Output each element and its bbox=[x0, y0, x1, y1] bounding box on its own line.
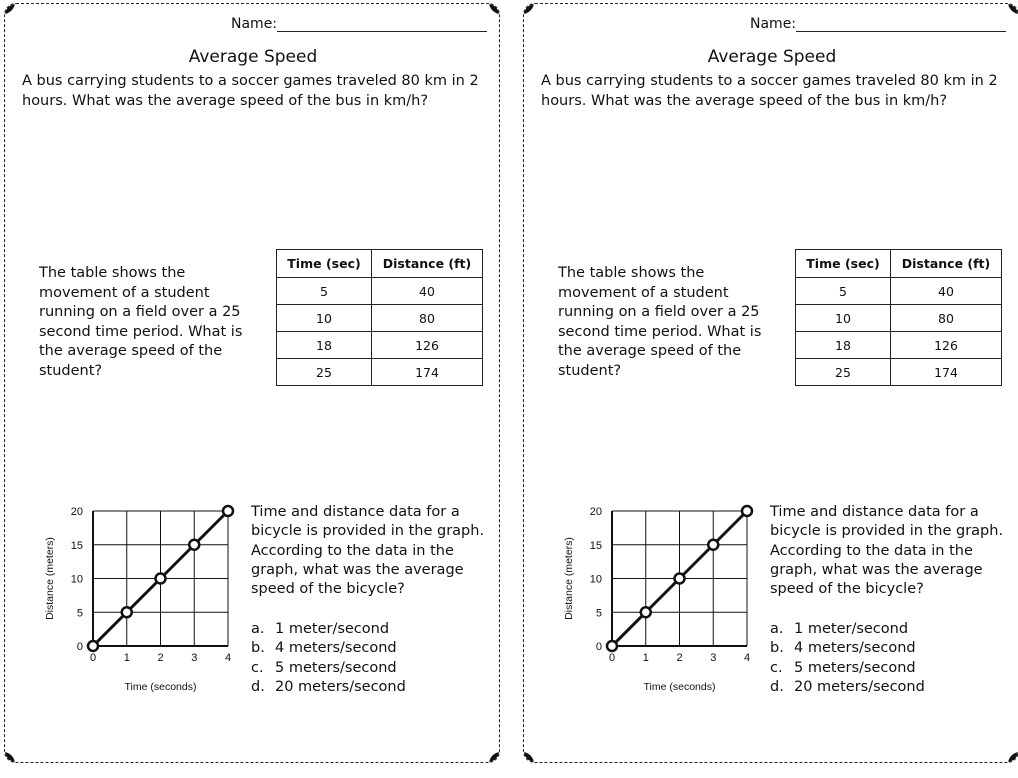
distance-time-graph bbox=[552, 494, 767, 699]
table-row bbox=[796, 359, 1002, 386]
table-cell: 80 bbox=[372, 305, 483, 332]
corner-decoration bbox=[489, 3, 500, 14]
choice-letter: d. bbox=[770, 678, 784, 695]
question-table: The table shows the movement of a student running on a field over a 25 second time period. What is the average speed of the student? bbox=[39, 265, 243, 379]
data-point bbox=[675, 574, 685, 584]
choice-text: 1 meter/second bbox=[794, 621, 909, 637]
worksheet-title: Average Speed bbox=[188, 47, 318, 67]
table-cell: 5 bbox=[277, 278, 372, 305]
worksheet-card-left bbox=[4, 3, 500, 763]
table-header: Time (sec) bbox=[277, 250, 372, 278]
x-tick-label: 4 bbox=[224, 652, 232, 664]
corner-decoration bbox=[523, 752, 534, 763]
y-tick-label: 20 bbox=[70, 506, 83, 518]
corner-decoration bbox=[489, 752, 500, 763]
choice-letter: c. bbox=[770, 659, 783, 676]
choice-text: 5 meters/second bbox=[794, 659, 916, 676]
data-point bbox=[223, 506, 233, 516]
choice-text: 5 meters/second bbox=[275, 659, 397, 676]
table-header: Distance (ft) bbox=[372, 250, 483, 278]
table-row bbox=[277, 278, 483, 305]
y-tick-label: 15 bbox=[589, 539, 602, 552]
choice-text: 20 meters/second bbox=[275, 678, 406, 695]
data-point bbox=[88, 641, 98, 651]
table-cell: 40 bbox=[891, 278, 1002, 305]
corner-decoration bbox=[4, 3, 15, 14]
data-point bbox=[122, 607, 132, 617]
choice-letter: c. bbox=[251, 659, 264, 676]
corner-decoration bbox=[4, 752, 15, 763]
table-cell: 10 bbox=[277, 305, 372, 332]
data-point bbox=[742, 506, 752, 516]
table-row bbox=[796, 278, 1002, 305]
table-cell: 126 bbox=[891, 332, 1002, 359]
choice-text: 1 meter/second bbox=[275, 621, 390, 637]
table-cell: 40 bbox=[372, 278, 483, 305]
answer-choices bbox=[251, 620, 406, 697]
choice-item[interactable] bbox=[251, 639, 406, 658]
choice-text: 20 meters/second bbox=[794, 678, 925, 695]
table-row bbox=[796, 332, 1002, 359]
data-point bbox=[156, 574, 166, 584]
x-tick-label: 2 bbox=[157, 652, 164, 664]
choice-item[interactable] bbox=[770, 639, 925, 658]
data-point bbox=[641, 607, 651, 617]
choice-item[interactable] bbox=[251, 659, 406, 678]
x-tick-label: 3 bbox=[710, 652, 717, 664]
name-line[interactable] bbox=[796, 16, 1006, 32]
table-cell: 25 bbox=[277, 359, 372, 386]
y-tick-label: 10 bbox=[70, 573, 83, 586]
choice-item[interactable] bbox=[251, 620, 406, 639]
worksheet-card-right bbox=[523, 3, 1018, 763]
data-point bbox=[189, 540, 199, 550]
table-header-row bbox=[277, 250, 483, 278]
choice-text: 4 meters/second bbox=[794, 640, 916, 657]
table-header-row bbox=[796, 250, 1002, 278]
y-axis-label: Distance (meters) bbox=[563, 537, 575, 620]
table-header: Distance (ft) bbox=[891, 250, 1002, 278]
x-tick-label: 0 bbox=[608, 652, 616, 664]
corner-decoration bbox=[1008, 3, 1018, 14]
name-line[interactable] bbox=[277, 16, 487, 32]
choice-item[interactable] bbox=[770, 620, 925, 639]
table-cell: 18 bbox=[796, 332, 891, 359]
name-field[interactable] bbox=[231, 16, 487, 32]
y-tick-label: 10 bbox=[589, 573, 602, 586]
table-row bbox=[277, 359, 483, 386]
name-field[interactable] bbox=[750, 16, 1006, 32]
choice-letter: a. bbox=[251, 621, 265, 637]
table-row bbox=[277, 305, 483, 332]
choice-letter: d. bbox=[251, 678, 265, 695]
x-axis-label: Time (seconds) bbox=[124, 681, 197, 693]
table-cell: 10 bbox=[796, 305, 891, 332]
choice-letter: b. bbox=[770, 640, 784, 657]
y-tick-label: 0 bbox=[76, 641, 83, 653]
table-cell: 5 bbox=[796, 278, 891, 305]
choice-item[interactable] bbox=[251, 678, 406, 697]
corner-decoration bbox=[1008, 752, 1018, 763]
choice-letter: a. bbox=[770, 621, 784, 637]
distance-time-graph bbox=[33, 494, 248, 699]
question-bus: A bus carrying students to a soccer games traveled 80 km in 2 hours. What was the average speed of the bus in km/h? bbox=[22, 73, 479, 109]
choice-letter: b. bbox=[251, 640, 265, 657]
speed-table bbox=[276, 249, 483, 386]
table-cell: 174 bbox=[372, 359, 483, 386]
question-graph: Time and distance data for a bicycle is provided in the graph. According to the data in the graph, what was the average speed of the bicycle? bbox=[770, 504, 1004, 598]
y-axis-label: Distance (meters) bbox=[44, 537, 56, 620]
y-tick-label: 20 bbox=[589, 506, 602, 518]
data-point bbox=[607, 641, 617, 651]
x-tick-label: 3 bbox=[191, 652, 198, 664]
y-tick-label: 5 bbox=[76, 607, 83, 620]
table-cell: 25 bbox=[796, 359, 891, 386]
table-cell: 80 bbox=[891, 305, 1002, 332]
x-tick-label: 1 bbox=[642, 652, 649, 664]
table-row bbox=[796, 305, 1002, 332]
y-tick-label: 15 bbox=[70, 539, 83, 552]
choice-text: 4 meters/second bbox=[275, 640, 397, 657]
x-tick-label: 1 bbox=[123, 652, 130, 664]
table-cell: 18 bbox=[277, 332, 372, 359]
choice-item[interactable] bbox=[770, 678, 925, 697]
name-label: Name: bbox=[750, 16, 797, 32]
answer-choices bbox=[770, 620, 925, 697]
x-axis-label: Time (seconds) bbox=[643, 681, 716, 693]
choice-item[interactable] bbox=[770, 659, 925, 678]
question-table: The table shows the movement of a student running on a field over a 25 second time period. What is the average speed of the student? bbox=[558, 265, 762, 379]
question-bus: A bus carrying students to a soccer games traveled 80 km in 2 hours. What was the average speed of the bus in km/h? bbox=[541, 73, 998, 109]
table-cell: 174 bbox=[891, 359, 1002, 386]
table-cell: 126 bbox=[372, 332, 483, 359]
y-tick-label: 0 bbox=[595, 641, 602, 653]
speed-table bbox=[795, 249, 1002, 386]
name-label: Name: bbox=[231, 16, 278, 32]
corner-decoration bbox=[523, 3, 534, 14]
table-row bbox=[277, 332, 483, 359]
x-tick-label: 4 bbox=[743, 652, 751, 664]
x-tick-label: 0 bbox=[89, 652, 97, 664]
table-header: Time (sec) bbox=[796, 250, 891, 278]
worksheet-title: Average Speed bbox=[707, 47, 837, 67]
question-graph: Time and distance data for a bicycle is provided in the graph. According to the data in the graph, what was the average speed of the bicycle? bbox=[251, 504, 485, 598]
y-tick-label: 5 bbox=[595, 607, 602, 620]
x-tick-label: 2 bbox=[676, 652, 683, 664]
data-point bbox=[708, 540, 718, 550]
